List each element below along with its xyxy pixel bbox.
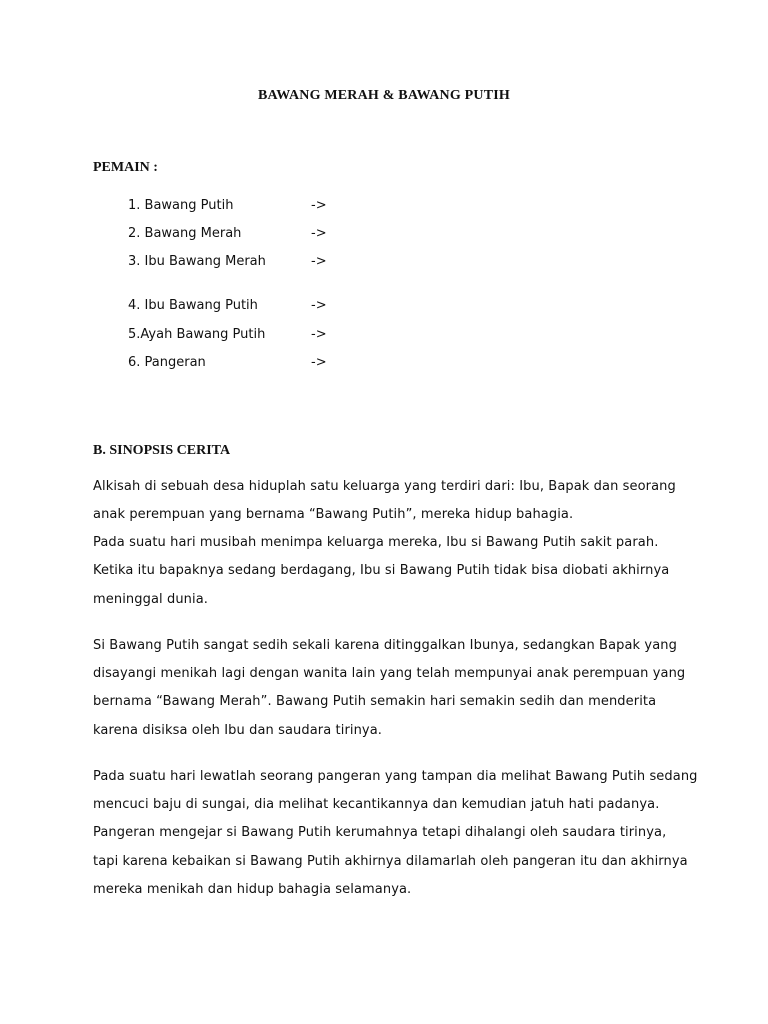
paragraph-line: karena disiksa oleh Ibu dan saudara tirinya. xyxy=(93,723,383,738)
paragraph-line: Pada suatu hari lewatlah seorang pangeran yang tampan dia melihat Bawang Putih sedang xyxy=(93,769,698,784)
cast-name: 1. Bawang Putih xyxy=(128,198,234,213)
paragraph-line: anak perempuan yang bernama “Bawang Putih”, mereka hidup bahagia. xyxy=(93,507,574,522)
paragraph-line: Si Bawang Putih sangat sedih sekali karena ditinggalkan Ibunya, sedangkan Bapak yang xyxy=(93,638,677,653)
cast-item xyxy=(128,298,348,318)
cast-name: 2. Bawang Merah xyxy=(128,226,242,241)
cast-arrow: -> xyxy=(311,355,327,370)
cast-arrow: -> xyxy=(311,254,327,269)
cast-name: 5.Ayah Bawang Putih xyxy=(128,327,266,342)
cast-name: 6. Pangeran xyxy=(128,355,206,370)
paragraph-line: Pangeran mengejar si Bawang Putih kerumahnya tetapi dihalangi oleh saudara tirinya, xyxy=(93,825,667,840)
cast-arrow: -> xyxy=(311,198,327,213)
cast-arrow: -> xyxy=(311,327,327,342)
cast-name: 3. Ibu Bawang Merah xyxy=(128,254,266,269)
cast-heading: PEMAIN : xyxy=(93,160,158,175)
cast-item xyxy=(128,198,348,218)
paragraph-line: Pada suatu hari musibah menimpa keluarga mereka, Ibu si Bawang Putih sakit parah. xyxy=(93,535,659,550)
synopsis-heading: B. SINOPSIS CERITA xyxy=(93,443,231,458)
cast-item xyxy=(128,226,348,246)
paragraph-line: mencuci baju di sungai, dia melihat kecantikannya dan kemudian jatuh hati padanya. xyxy=(93,797,660,812)
cast-item xyxy=(128,355,348,375)
document-title: BAWANG MERAH & BAWANG PUTIH xyxy=(258,88,510,103)
paragraph-line: tapi karena kebaikan si Bawang Putih akhirnya dilamarlah oleh pangeran itu dan akhirnya xyxy=(93,854,688,869)
paragraph-line: mereka menikah dan hidup bahagia selamanya. xyxy=(93,882,412,897)
cast-arrow: -> xyxy=(311,226,327,241)
paragraph-line: Ketika itu bapaknya sedang berdagang, Ibu si Bawang Putih tidak bisa diobati akhirnya xyxy=(93,563,670,578)
cast-item xyxy=(128,254,348,274)
paragraph-line: disayangi menikah lagi dengan wanita lain yang telah mempunyai anak perempuan yang xyxy=(93,666,686,681)
cast-name: 4. Ibu Bawang Putih xyxy=(128,298,258,313)
paragraph-line: Alkisah di sebuah desa hiduplah satu keluarga yang terdiri dari: Ibu, Bapak dan seorang xyxy=(93,479,676,494)
cast-item xyxy=(128,327,348,347)
cast-arrow: -> xyxy=(311,298,327,313)
paragraph-line: bernama “Bawang Merah”. Bawang Putih semakin hari semakin sedih dan menderita xyxy=(93,694,657,709)
paragraph-line: meninggal dunia. xyxy=(93,592,209,607)
